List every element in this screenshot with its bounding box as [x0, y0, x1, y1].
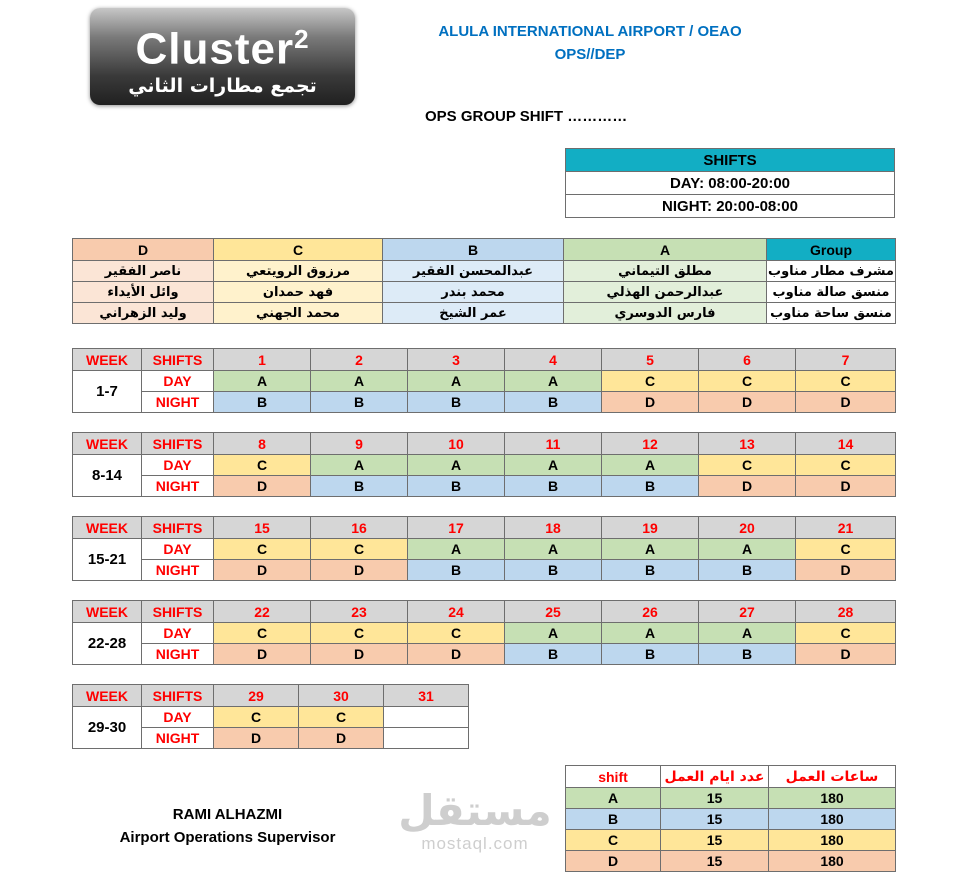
group-cell-r1c2: محمد بندر: [383, 282, 564, 303]
day-shift-hours-cell: DAY: 08:00-20:00: [566, 172, 895, 195]
summary-cell-D-0: D: [566, 851, 661, 872]
night-shift-cell-15: D: [214, 560, 311, 581]
night-shift-cell-19: B: [602, 560, 699, 581]
day-number-21: 21: [796, 517, 896, 539]
document-title-block: [380, 20, 800, 66]
group-cell-r0c3: مطلق التيماني: [564, 261, 767, 282]
group-col-header-d: D: [73, 239, 214, 261]
night-shift-cell-3: B: [408, 392, 505, 413]
summary-cell-B-0: B: [566, 809, 661, 830]
day-shift-cell-14: C: [796, 455, 896, 476]
group-cell-r2c3: فارس الدوسري: [564, 303, 767, 324]
summary-cell-C-1: 15: [661, 830, 769, 851]
day-number-20: 20: [699, 517, 796, 539]
week-header: WEEK: [73, 685, 142, 707]
week-header: WEEK: [73, 433, 142, 455]
group-cell-r0c1: مرزوق الرويتعي: [214, 261, 383, 282]
week-header: WEEK: [73, 601, 142, 623]
day-shift-cell-31: [384, 707, 469, 728]
night-shift-cell-23: D: [311, 644, 408, 665]
shift-summary-table: [565, 765, 896, 872]
day-shift-cell-16: C: [311, 539, 408, 560]
night-shift-cell-22: D: [214, 644, 311, 665]
shifts-header: SHIFTS: [142, 601, 214, 623]
day-shift-cell-1: A: [214, 371, 311, 392]
logo-text: [90, 10, 355, 79]
day-shift-cell-7: C: [796, 371, 896, 392]
week-table-1-7: [72, 348, 896, 413]
day-shift-cell-8: C: [214, 455, 311, 476]
day-shift-cell-24: C: [408, 623, 505, 644]
day-number-4: 4: [505, 349, 602, 371]
week-table-8-14: [72, 432, 896, 497]
summary-cell-B-2: 180: [769, 809, 896, 830]
week-header: WEEK: [73, 349, 142, 371]
shifts-header: SHIFTS: [142, 433, 214, 455]
day-number-24: 24: [408, 601, 505, 623]
day-number-10: 10: [408, 433, 505, 455]
shifts-header: SHIFTS: [142, 685, 214, 707]
night-shift-cell-6: D: [699, 392, 796, 413]
day-shift-cell-28: C: [796, 623, 896, 644]
night-shift-hours-cell: NIGHT: 20:00-08:00: [566, 195, 895, 218]
group-cell-r1c0: وائل الأيداء: [73, 282, 214, 303]
night-shift-cell-14: D: [796, 476, 896, 497]
shifts-title-cell: SHIFTS: [566, 149, 895, 172]
day-row-label: DAY: [142, 707, 214, 728]
day-number-13: 13: [699, 433, 796, 455]
week-table-22-28: [72, 600, 896, 665]
group-col-header-a: A: [564, 239, 767, 261]
day-number-12: 12: [602, 433, 699, 455]
night-shift-cell-17: B: [408, 560, 505, 581]
summary-cell-A-0: A: [566, 788, 661, 809]
summary-cell-B-1: 15: [661, 809, 769, 830]
week-range-label: 8-14: [73, 455, 142, 497]
cluster2-logo: [90, 8, 355, 105]
day-shift-cell-10: A: [408, 455, 505, 476]
summary-cell-A-2: 180: [769, 788, 896, 809]
group-cell-r1c1: فهد حمدان: [214, 282, 383, 303]
day-number-28: 28: [796, 601, 896, 623]
day-row-label: DAY: [142, 539, 214, 560]
logo-arabic-text: تجمع مطارات الثاني: [128, 74, 317, 97]
week-header: WEEK: [73, 517, 142, 539]
night-shift-cell-10: B: [408, 476, 505, 497]
supervisor-name: RAMI ALHAZMI: [172, 806, 283, 823]
week-range-label: 29-30: [73, 707, 142, 749]
night-shift-cell-26: B: [602, 644, 699, 665]
day-number-14: 14: [796, 433, 896, 455]
night-shift-cell-28: D: [796, 644, 896, 665]
day-number-6: 6: [699, 349, 796, 371]
shifts-header: SHIFTS: [142, 517, 214, 539]
day-number-7: 7: [796, 349, 896, 371]
day-number-2: 2: [311, 349, 408, 371]
night-shift-cell-5: D: [602, 392, 699, 413]
day-number-31: 31: [384, 685, 469, 707]
ops-dep-subtitle: OPS//DEP: [554, 46, 626, 63]
night-shift-cell-25: B: [505, 644, 602, 665]
night-shift-cell-12: B: [602, 476, 699, 497]
day-shift-cell-19: A: [602, 539, 699, 560]
night-row-label: NIGHT: [142, 560, 214, 581]
day-shift-cell-27: A: [699, 623, 796, 644]
week-table-15-21: [72, 516, 896, 581]
day-number-16: 16: [311, 517, 408, 539]
day-shift-cell-13: C: [699, 455, 796, 476]
night-shift-cell-11: B: [505, 476, 602, 497]
day-number-11: 11: [505, 433, 602, 455]
night-shift-cell-4: B: [505, 392, 602, 413]
watermark-url-text: mostaql.com: [421, 834, 529, 853]
day-number-29: 29: [214, 685, 299, 707]
week-table-29-30: [72, 684, 469, 749]
day-shift-cell-12: A: [602, 455, 699, 476]
day-number-27: 27: [699, 601, 796, 623]
night-shift-cell-8: D: [214, 476, 311, 497]
day-number-26: 26: [602, 601, 699, 623]
logo-superscript-2: 2: [294, 24, 310, 54]
day-shift-cell-11: A: [505, 455, 602, 476]
night-shift-cell-9: B: [311, 476, 408, 497]
group-col-header-b: B: [383, 239, 564, 261]
day-number-8: 8: [214, 433, 311, 455]
day-shift-cell-3: A: [408, 371, 505, 392]
group-cell-r0c2: عبدالمحسن الفقير: [383, 261, 564, 282]
night-row-label: NIGHT: [142, 644, 214, 665]
day-number-15: 15: [214, 517, 311, 539]
night-shift-cell-29: D: [214, 728, 299, 749]
day-number-5: 5: [602, 349, 699, 371]
day-number-25: 25: [505, 601, 602, 623]
day-number-9: 9: [311, 433, 408, 455]
day-shift-cell-9: A: [311, 455, 408, 476]
week-range-label: 15-21: [73, 539, 142, 581]
night-shift-cell-27: B: [699, 644, 796, 665]
night-shift-cell-7: D: [796, 392, 896, 413]
day-number-23: 23: [311, 601, 408, 623]
shifts-hours-table: [565, 148, 895, 218]
summary-cell-C-0: C: [566, 830, 661, 851]
summary-cell-D-1: 15: [661, 851, 769, 872]
day-row-label: DAY: [142, 371, 214, 392]
night-shift-cell-24: D: [408, 644, 505, 665]
airport-title: ALULA INTERNATIONAL AIRPORT / OEAO: [438, 23, 742, 40]
group-cell-r0c4: مشرف مطار مناوب: [767, 261, 896, 282]
group-cell-r2c2: عمر الشيخ: [383, 303, 564, 324]
group-cell-r2c0: وليد الزهراني: [73, 303, 214, 324]
day-shift-cell-21: C: [796, 539, 896, 560]
night-shift-cell-13: D: [699, 476, 796, 497]
day-shift-cell-20: A: [699, 539, 796, 560]
day-number-17: 17: [408, 517, 505, 539]
signature-block: [60, 803, 395, 849]
summary-header-0: shift: [566, 766, 661, 788]
group-cell-r0c0: ناصر الفقير: [73, 261, 214, 282]
day-shift-cell-5: C: [602, 371, 699, 392]
day-shift-cell-15: C: [214, 539, 311, 560]
day-row-label: DAY: [142, 455, 214, 476]
day-shift-cell-17: A: [408, 539, 505, 560]
night-shift-cell-21: D: [796, 560, 896, 581]
summary-header-2: ساعات العمل: [769, 766, 896, 788]
night-row-label: NIGHT: [142, 728, 214, 749]
day-shift-cell-6: C: [699, 371, 796, 392]
day-number-18: 18: [505, 517, 602, 539]
group-cell-r1c4: منسق صالة مناوب: [767, 282, 896, 303]
night-shift-cell-1: B: [214, 392, 311, 413]
week-range-label: 1-7: [73, 371, 142, 413]
group-col-header-c: C: [214, 239, 383, 261]
group-cell-r2c1: محمد الجهني: [214, 303, 383, 324]
supervisor-title: Airport Operations Supervisor: [119, 829, 336, 846]
day-number-30: 30: [299, 685, 384, 707]
day-shift-cell-29: C: [214, 707, 299, 728]
day-shift-cell-26: A: [602, 623, 699, 644]
night-shift-cell-16: D: [311, 560, 408, 581]
week-range-label: 22-28: [73, 623, 142, 665]
summary-header-1: عدد ايام العمل: [661, 766, 769, 788]
day-shift-cell-22: C: [214, 623, 311, 644]
summary-cell-D-2: 180: [769, 851, 896, 872]
day-shift-cell-25: A: [505, 623, 602, 644]
day-number-19: 19: [602, 517, 699, 539]
day-number-3: 3: [408, 349, 505, 371]
group-col-header-group: Group: [767, 239, 896, 261]
group-cell-r2c4: منسق ساحة مناوب: [767, 303, 896, 324]
watermark-arabic-text: مستقل: [398, 786, 552, 835]
night-row-label: NIGHT: [142, 392, 214, 413]
night-shift-cell-31: [384, 728, 469, 749]
night-shift-cell-30: D: [299, 728, 384, 749]
logo-brand-text: Cluster: [135, 24, 295, 74]
summary-cell-C-2: 180: [769, 830, 896, 851]
day-shift-cell-23: C: [311, 623, 408, 644]
night-row-label: NIGHT: [142, 476, 214, 497]
day-number-22: 22: [214, 601, 311, 623]
night-shift-cell-18: B: [505, 560, 602, 581]
day-row-label: DAY: [142, 623, 214, 644]
day-shift-cell-18: A: [505, 539, 602, 560]
day-number-1: 1: [214, 349, 311, 371]
night-shift-cell-2: B: [311, 392, 408, 413]
day-shift-cell-2: A: [311, 371, 408, 392]
night-shift-cell-20: B: [699, 560, 796, 581]
day-shift-cell-4: A: [505, 371, 602, 392]
day-shift-cell-30: C: [299, 707, 384, 728]
summary-cell-A-1: 15: [661, 788, 769, 809]
ops-group-shift-label: OPS GROUP SHIFT …………: [425, 108, 628, 125]
shifts-header: SHIFTS: [142, 349, 214, 371]
group-cell-r1c3: عبدالرحمن الهذلي: [564, 282, 767, 303]
group-assignment-table: [72, 238, 896, 324]
mostaql-watermark: [385, 788, 565, 854]
